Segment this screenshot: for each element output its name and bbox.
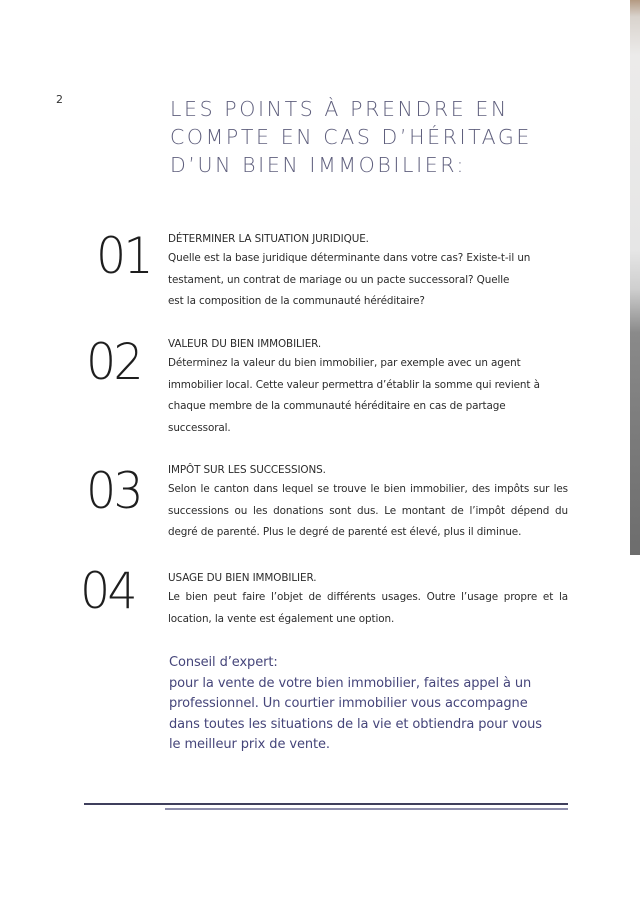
point-body (168, 587, 568, 630)
point-body (168, 479, 568, 544)
title-line: COMPTE EN CAS D’HÉRITAGE (170, 125, 532, 149)
body-line: successions ou les donations sont dus. Le montant de l’impôt dépend du (168, 504, 568, 517)
point-text (168, 463, 568, 544)
point-body (168, 248, 568, 313)
advice-line: pour la vente de votre bien immobilier, faites appel à un (169, 675, 532, 691)
point-text (168, 337, 568, 439)
title-line: D’UN BIEN IMMOBILIER: (170, 153, 466, 177)
point-heading: IMPÔT SUR LES SUCCESSIONS. (168, 464, 326, 476)
advice-title: Conseil d’expert: (169, 655, 278, 670)
point-text (168, 571, 568, 630)
body-line: immobilier local. Cette valeur permettra d’établir la somme qui revient à (168, 378, 540, 391)
body-line: Le bien peut faire l’objet de différents usages. Outre l’usage propre et la (168, 591, 568, 603)
body-line: location, la vente est également une option. (168, 612, 395, 625)
point-number: 01 (96, 227, 151, 285)
body-line: Quelle est la base juridique déterminante dans votre cas? Existe-t-il un (168, 252, 531, 264)
point-heading: DÉTERMINER LA SITUATION JURIDIQUE. (168, 233, 369, 245)
point-heading: USAGE DU BIEN IMMOBILIER. (168, 572, 317, 584)
point-number: 04 (80, 562, 135, 620)
body-line: Selon le canton dans lequel se trouve le bien immobilier, des impôts sur les (168, 483, 568, 495)
expert-advice (169, 653, 589, 756)
title-line: LES POINTS À PRENDRE EN (170, 97, 509, 121)
body-line: Déterminez la valeur du bien immobilier, par exemple avec un agent (168, 357, 521, 369)
photo-edge-image (630, 0, 640, 555)
point-heading: VALEUR DU BIEN IMMOBILIER. (168, 338, 322, 350)
footer-rule-light (165, 808, 568, 810)
point-body (168, 353, 568, 439)
footer-rule-dark (84, 803, 568, 805)
body-line: testament, un contrat de mariage ou un pacte successoral? Quelle (168, 273, 510, 286)
body-line: degré de parenté. Plus le degré de parenté est élevé, plus il diminue. (168, 526, 522, 538)
point-number: 03 (86, 462, 141, 520)
point-number: 02 (86, 333, 141, 391)
point-text (168, 232, 568, 313)
body-line: successoral. (168, 421, 231, 434)
advice-line: dans toutes les situations de la vie et obtiendra pour vous (169, 716, 542, 732)
body-line: chaque membre de la communauté héréditaire en cas de partage (168, 400, 506, 412)
body-line: est la composition de la communauté héréditaire? (168, 295, 425, 307)
advice-line: le meilleur prix de vente. (169, 737, 330, 752)
advice-line: professionnel. Un courtier immobilier vous accompagne (169, 696, 528, 711)
page-title (170, 95, 600, 179)
page-number: 2 (56, 93, 63, 106)
